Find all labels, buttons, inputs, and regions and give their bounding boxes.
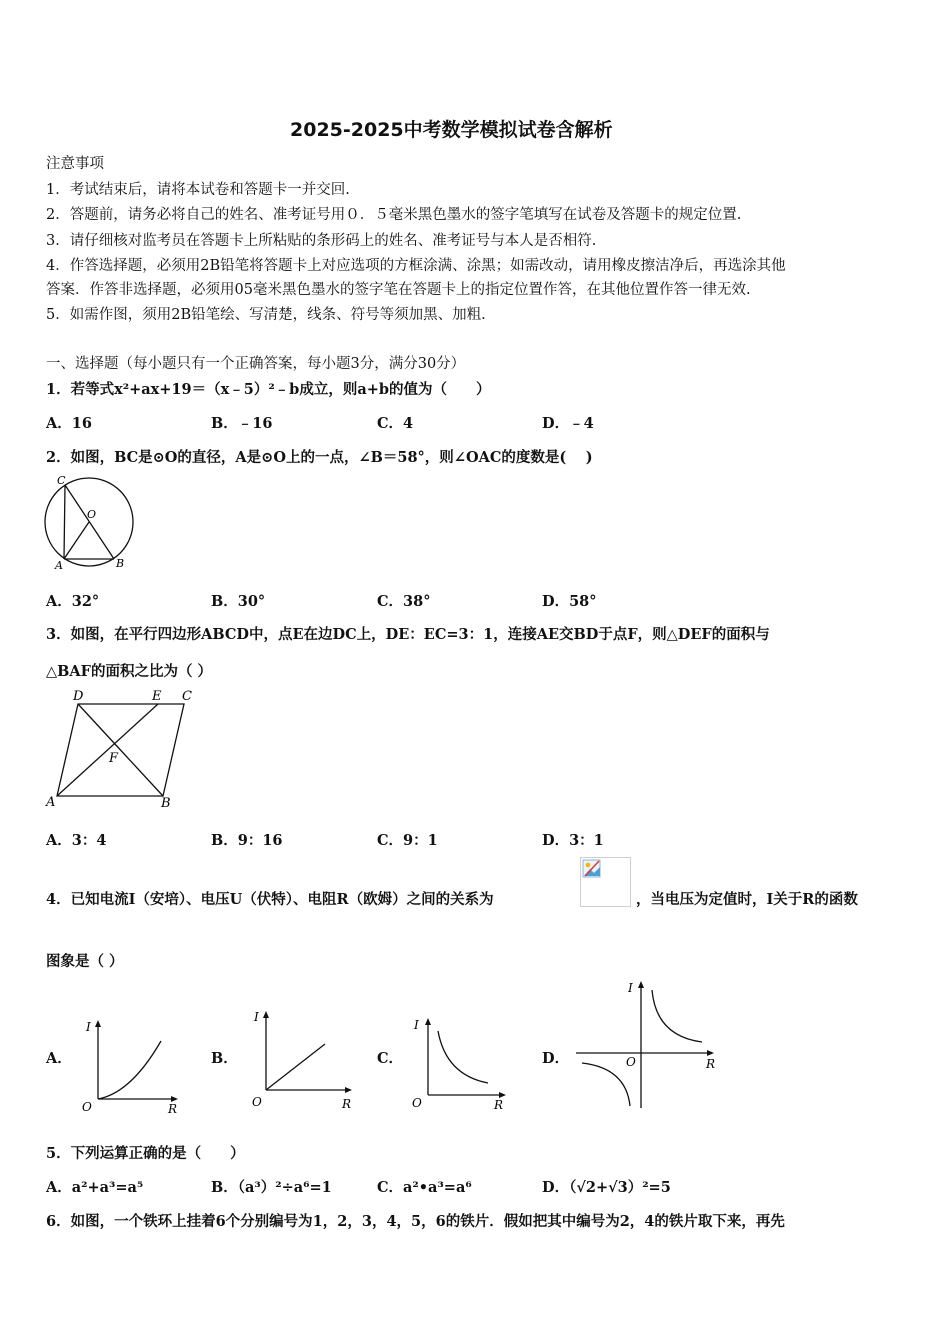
chord-ca: [64, 485, 65, 559]
notice-line: 答案．作答非选择题，必须用05毫米黑色墨水的签字笔在答题卡上的指定位置作答，在其他位置作答一律无效.: [46, 282, 751, 298]
graph-a: [76, 1013, 182, 1119]
q1-option-a: A．16: [46, 415, 92, 432]
page-title: 2025-2025中考数学模拟试卷含解析: [290, 119, 613, 141]
label-b: B: [116, 557, 125, 570]
diameter-bc: [65, 485, 114, 559]
q2-option-b: B．30°: [211, 593, 266, 610]
question-1-stem: 1．若等式x²+ax+19＝（x﹣5）²﹣b成立，则a+b的值为（ ）: [46, 381, 491, 398]
graph-b: [246, 1004, 358, 1114]
q4-option-a: A．: [46, 1050, 72, 1067]
label-c: C: [182, 689, 192, 704]
svg-text:I: I: [628, 981, 633, 995]
label-d: D: [73, 689, 84, 704]
section-heading: 一、选择题（每小题只有一个正确答案，每小题3分，满分30分）: [46, 356, 466, 372]
circle-diagram: [40, 472, 140, 574]
q1-option-d: D．﹣4: [542, 415, 594, 432]
q4-option-d: D．: [542, 1050, 570, 1067]
label-c: C: [57, 474, 66, 487]
svg-text:R: R: [168, 1102, 178, 1116]
question-4-stem: 4．已知电流I（安培）、电压U（伏特）、电阻R（欧姆）之间的关系为: [46, 891, 494, 908]
q4-option-c: C．: [377, 1050, 404, 1067]
label-o: O: [87, 508, 97, 521]
notice-heading: 注意事项: [46, 156, 104, 172]
label-f: F: [109, 751, 119, 766]
notice-line: 2．答题前，请务必将自己的姓名、准考证号用０．５毫米黑色墨水的签字笔填写在试卷及答题卡的规定位置.: [46, 207, 742, 223]
svg-text:I: I: [414, 1018, 419, 1032]
q3-option-d: D．3：1: [542, 832, 604, 849]
notice-line: 4．作答选择题，必须用2B铅笔将答题卡上对应选项的方框涂满、涂黑；如需改动，请用橡皮擦洁净后，再选涂其他: [46, 258, 786, 274]
question-4-stem-cont: ，当电压为定值时，I关于R的函数: [636, 891, 858, 908]
notice-line: 5．如需作图，须用2B铅笔绘、写清楚，线条、符号等须加黑、加粗.: [46, 307, 486, 323]
diagonal-bd: [78, 704, 163, 796]
curve-a: [98, 1041, 161, 1099]
curve-d-lower: [582, 1063, 630, 1106]
question-3-stem: 3．如图，在平行四边形ABCD中，点E在边DC上，DE：EC=3：1，连接AE交BD于点F，则△DEF的面积与: [46, 626, 770, 643]
svg-text:I: I: [254, 1010, 259, 1024]
svg-text:O: O: [82, 1100, 92, 1114]
parallelogram-diagram: [42, 686, 202, 814]
svg-text:O: O: [252, 1095, 262, 1109]
line-b: [266, 1044, 325, 1090]
q5-option-d: D．（√2+√3）²=5: [542, 1179, 671, 1196]
question-6-stem: 6．如图，一个铁环上挂着6个分别编号为1，2，3，4，5，6的铁片．假如把其中编号为2，4的铁片取下来，再先: [46, 1213, 785, 1230]
q5-option-c: C．a²•a³=a⁶: [377, 1179, 472, 1196]
question-2-stem: 2．如图，BC是⊙O的直径，A是⊙O上的一点，∠B＝58°，则∠OAC的度数是( ): [46, 449, 593, 466]
label-a: A: [46, 795, 56, 810]
graph-d: [574, 976, 724, 1112]
question-5-stem: 5．下列运算正确的是（ ）: [46, 1145, 245, 1162]
question-3-stem-cont: △BAF的面积之比为（ ）: [46, 663, 212, 680]
segment-ae: [57, 704, 158, 796]
q4-option-b: B．: [211, 1050, 238, 1067]
question-4-stem-line2: 图象是（ ）: [46, 953, 124, 970]
q2-option-d: D．58°: [542, 593, 597, 610]
label-e: E: [152, 689, 162, 704]
q1-option-c: C．4: [377, 415, 414, 432]
graph-c: [408, 1013, 512, 1113]
q3-option-c: C．9：1: [377, 832, 438, 849]
broken-image-icon: [580, 857, 631, 907]
q5-option-a: A．a²+a³=a⁵: [46, 1179, 144, 1196]
q3-option-a: A．3：4: [46, 832, 107, 849]
q5-option-b: B．（a³）²÷a⁶=1: [211, 1179, 332, 1196]
notice-line: 3．请仔细核对监考员在答题卡上所粘贴的条形码上的姓名、准考证号与本人是否相符.: [46, 233, 597, 249]
svg-text:O: O: [412, 1096, 422, 1110]
svg-text:I: I: [86, 1020, 91, 1034]
svg-text:O: O: [626, 1055, 636, 1069]
radius-oa: [64, 522, 89, 559]
svg-text:R: R: [706, 1057, 716, 1071]
svg-text:R: R: [494, 1098, 504, 1112]
q2-option-a: A．32°: [46, 593, 100, 610]
svg-text:R: R: [342, 1097, 352, 1111]
q1-option-b: B．﹣16: [211, 415, 273, 432]
curve-d-upper: [652, 990, 702, 1042]
q2-option-c: C．38°: [377, 593, 431, 610]
q3-option-b: B．9：16: [211, 832, 283, 849]
curve-c: [438, 1031, 488, 1083]
notice-line: 1．考试结束后，请将本试卷和答题卡一并交回.: [46, 182, 350, 198]
label-a: A: [55, 559, 63, 572]
label-b: B: [161, 796, 171, 811]
